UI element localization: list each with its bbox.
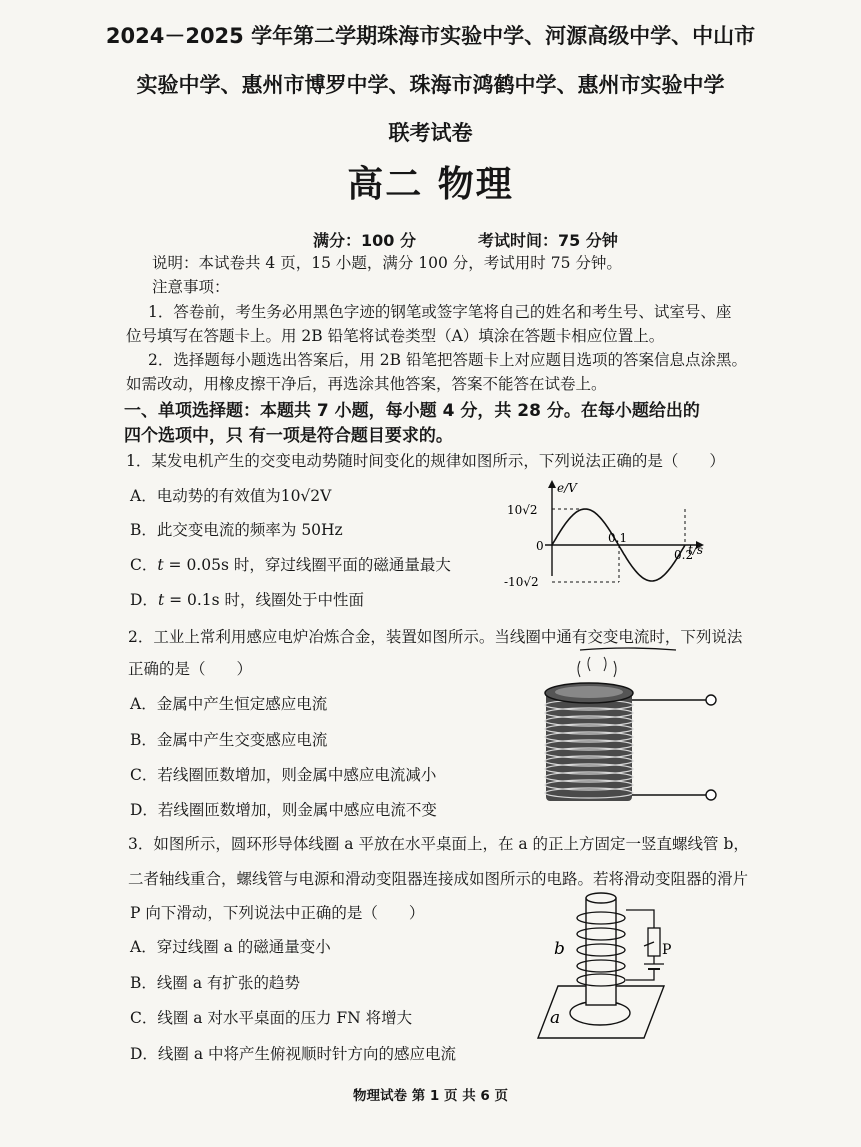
q1-option-c	[130, 553, 451, 575]
instructions-explain: 说明：本试卷共 4 页，15 小题，满分 100 分，考试用时 75 分钟。	[152, 254, 622, 272]
header-line-2: 实验中学、惠州市博罗中学、珠海市鸿鹤中学、惠州市实验中学	[136, 73, 725, 97]
q3-option-b: B．线圈 a 有扩张的趋势	[130, 974, 300, 992]
q1-option-a-value: 10√2V	[280, 487, 332, 505]
note-1-line-a: 1．答卷前，考生务必用黑色字迹的钢笔或签字笔将自己的姓名和考生号、试室号、座	[148, 303, 732, 321]
q3-stem-line-c: P 向下滑动，下列说法中正确的是（ ）	[130, 904, 425, 922]
full-score: 满分：100 分	[313, 231, 416, 250]
q3-option-a: A．穿过线圈 a 的磁通量变小	[130, 938, 331, 956]
note-2-line-a: 2．选择题每小题选出答案后，用 2B 铅笔把答题卡上对应题目选项的答案信息点涂黑。	[148, 351, 747, 369]
q1-option-d-prefix: D．	[130, 591, 158, 609]
q3-wire-top	[626, 910, 654, 928]
section-1-line-1: 一、单项选择题：本题共 7 小题，每小题 4 分，共 28 分。在每小题给出的	[124, 401, 700, 421]
header-line-1: 2024－2025 学年第二学期珠海市实验中学、河源高级中学、中山市	[105, 24, 756, 48]
q2-underline-mark	[578, 647, 678, 653]
q2-terminal-top	[706, 695, 716, 705]
subject-title: 高二 物理	[347, 164, 514, 205]
q3-solenoid-b	[586, 898, 616, 1005]
q3-label-p: P	[662, 942, 672, 958]
q2-stem-line-b: 正确的是（ ）	[128, 660, 253, 678]
q1-emf-graph	[500, 476, 720, 591]
q2-option-c: C．若线圈匝数增加，则金属中感应电流减小	[130, 766, 437, 784]
q1-stem: 1．某发电机产生的交变电动势随时间变化的规律如图所示，下列说法正确的是（ ）	[126, 452, 725, 470]
q2-option-d: D．若线圈匝数增加，则金属中感应电流不变	[130, 801, 437, 819]
q1-option-a	[130, 484, 331, 506]
exam-time: 考试时间：75 分钟	[478, 231, 618, 250]
header-line-3: 联考试卷	[388, 121, 473, 145]
q3-solenoid-top	[586, 893, 616, 903]
q3-slider-p	[644, 942, 654, 946]
q3-option-c: C．线圈 a 对水平桌面的压力 FN 将增大	[130, 1009, 413, 1027]
q2-option-b: B．金属中产生交变感应电流	[130, 731, 328, 749]
q2-metal-charge	[555, 686, 623, 698]
q1-option-c-prefix: C．	[130, 556, 158, 574]
q2-induction-furnace-figure	[528, 655, 723, 805]
q1-graph-x-label: t/s	[688, 543, 704, 557]
q1-option-c-rest: = 0.05s 时，穿过线圈平面的磁通量最大	[163, 556, 451, 574]
q3-solenoid-figure	[536, 880, 676, 1045]
page-footer: 物理试卷 第 1 页 共 6 页	[353, 1088, 508, 1104]
q2-terminal-bottom	[706, 790, 716, 800]
q1-option-d-var: t	[157, 591, 165, 609]
q1-graph-y-max-label: 10√2	[507, 503, 538, 517]
q1-option-b: B．此交变电流的频率为 50Hz	[130, 521, 343, 539]
q3-label-b: b	[554, 939, 565, 959]
q1-graph-y-min-label: -10√2	[504, 575, 539, 589]
q1-graph-y-label: e/V	[557, 481, 577, 495]
q3-wire-bottom	[626, 969, 654, 980]
q3-option-d: D．线圈 a 中将产生俯视顺时针方向的感应电流	[130, 1045, 457, 1063]
instructions-notes-title: 注意事项：	[152, 278, 230, 296]
q1-option-a-prefix: A．电动势的有效值为	[130, 487, 281, 505]
q3-stem-line-a: 3．如图所示，圆环形导体线圈 a 平放在水平桌面上，在 a 的正上方固定一竖直螺线管 b，	[128, 835, 749, 853]
q3-label-a: a	[550, 1008, 561, 1028]
note-2-line-b: 如需改动，用橡皮擦干净后，再选涂其他答案，答案不能答在试卷上。	[126, 375, 607, 393]
q1-graph-x-tick-1: 0.1	[608, 531, 628, 545]
q1-graph-origin-label: 0	[536, 539, 544, 553]
q2-option-a: A．金属中产生恒定感应电流	[130, 695, 328, 713]
q1-option-d	[130, 588, 364, 610]
q3-stem-line-b: 二者轴线重合，螺线管与电源和滑动变阻器连接成如图所示的电路。若将滑动变阻器的滑片	[128, 870, 749, 888]
section-1-line-2: 四个选项中，只 有一项是符合题目要求的。	[124, 426, 453, 446]
q1-option-d-rest: = 0.1s 时，线圈处于中性面	[164, 591, 365, 609]
q1-graph-y-arrow	[548, 480, 556, 488]
q1-option-c-var: t	[157, 556, 164, 574]
q2-stem-line-a: 2．工业上常利用感应电炉冶炼合金，装置如图所示。当线圈中通有交变电流时，下列说法	[128, 628, 743, 646]
q1-graph-x-tick-2: 0.2	[674, 548, 694, 562]
note-1-line-b: 位号填写在答题卡上。用 2B 铅笔将试卷类型（A）填涂在答题卡相应位置上。	[126, 327, 665, 345]
